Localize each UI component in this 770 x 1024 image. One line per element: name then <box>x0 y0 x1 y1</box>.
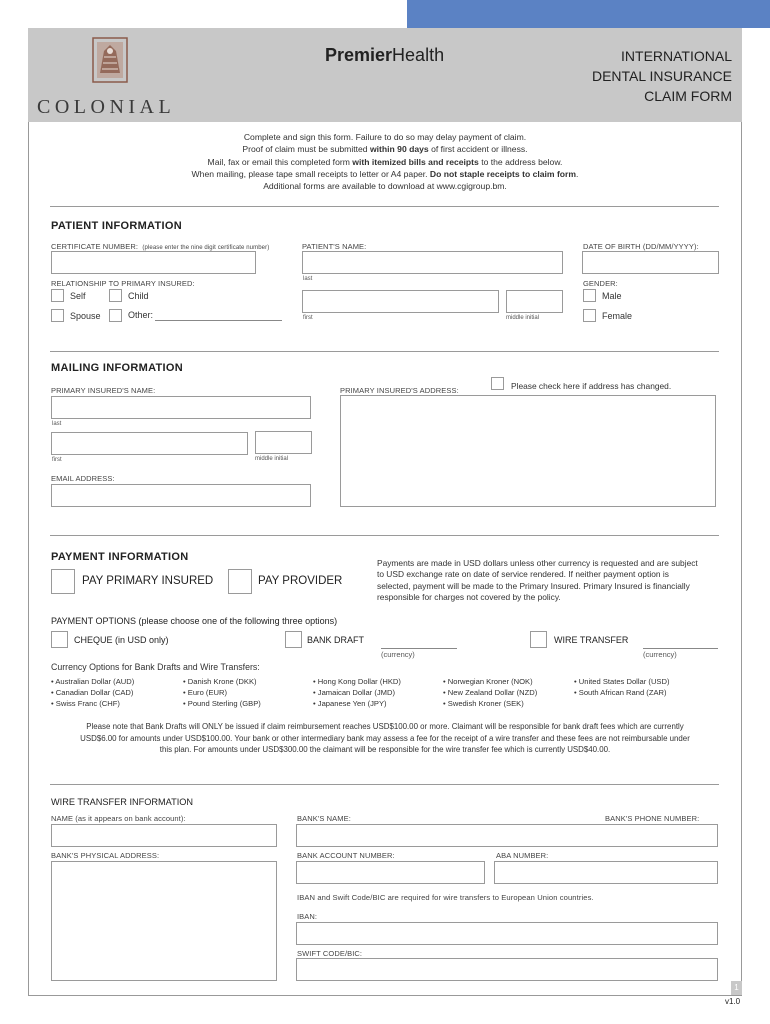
cheque-label: CHEQUE (in USD only) <box>74 635 169 645</box>
colonial-emblem-icon <box>92 37 128 83</box>
insured-address-label: PRIMARY INSURED'S ADDRESS: <box>340 386 459 395</box>
dob-label: DATE OF BIRTH (DD/MM/YYYY): <box>583 242 699 251</box>
intro-line-4b: Do not staple receipts to claim form <box>429 168 577 179</box>
iban-label: IBAN: <box>297 912 318 921</box>
relationship-child-label: Child <box>128 291 149 301</box>
account-number-input[interactable] <box>296 861 485 884</box>
bank-address-input[interactable] <box>51 861 277 981</box>
relationship-other-line[interactable] <box>155 320 282 321</box>
intro-line-4c: . <box>576 168 579 179</box>
wire-transfer-label: WIRE TRANSFER <box>554 635 629 645</box>
patient-name-label: PATIENT'S NAME: <box>302 242 367 251</box>
divider-2 <box>50 351 719 352</box>
intro-line-4 <box>28 168 742 180</box>
account-number-label: BANK ACCOUNT NUMBER: <box>297 851 395 860</box>
address-changed-checkbox[interactable] <box>491 377 504 390</box>
relationship-label: RELATIONSHIP TO PRIMARY INSURED: <box>51 279 195 288</box>
iban-note: IBAN and Swift Code/BIC are required for wire transfers to European Union countries. <box>297 893 594 902</box>
bank-address-label: BANK'S PHYSICAL ADDRESS: <box>51 851 160 860</box>
payment-note <box>377 558 698 604</box>
intro-line-2a: Proof of claim must be submitted <box>242 144 370 155</box>
intro-line-2b: within 90 days <box>369 144 429 155</box>
currency-gbp: • Pound Sterling (GBP) <box>183 699 261 708</box>
brand-name <box>325 45 444 66</box>
pay-primary-insured-checkbox[interactable] <box>51 569 75 594</box>
colonial-logo <box>92 37 128 83</box>
currency-column-4 <box>443 676 537 709</box>
bank-name-input[interactable] <box>296 824 718 847</box>
fee-note <box>40 721 730 756</box>
aba-number-input[interactable] <box>494 861 718 884</box>
relationship-spouse-label: Spouse <box>70 311 101 321</box>
relationship-child-checkbox[interactable] <box>109 289 122 302</box>
intro-line-3a: Mail, fax or email this completed form <box>207 156 353 167</box>
insured-middle-caption: middle initial <box>255 456 289 462</box>
insured-middle-initial-input[interactable] <box>255 431 312 454</box>
insured-first-caption: first <box>52 457 62 463</box>
fee-note-line-3: this plan. For amounts under USD$300.00 the claimant will be responsible for the wire transfer fee which is currently USD$40.00. <box>159 745 611 755</box>
intro-line-1: Complete and sign this form. Failure to do so may delay payment of claim. <box>243 132 527 142</box>
gender-female-checkbox[interactable] <box>583 309 596 322</box>
form-title-line-2: DENTAL INSURANCE <box>591 68 732 84</box>
currency-options-heading: Currency Options for Bank Drafts and Wire Transfers: <box>51 662 260 672</box>
intro-line-2c: of first accident or illness. <box>428 144 528 155</box>
currency-column-1 <box>51 676 134 709</box>
payment-note-line-1: Payments are made in USD dollars unless other currency is requested and are subject <box>377 558 698 568</box>
cheque-checkbox[interactable] <box>51 631 68 648</box>
patient-heading: PATIENT INFORMATION <box>51 220 182 232</box>
currency-column-3 <box>313 676 401 709</box>
intro-line-2 <box>28 143 742 155</box>
currency-usd: • United States Dollar (USD) <box>574 677 670 686</box>
intro-line-5: Additional forms are available to download at www.cgigroup.bm. <box>263 181 507 192</box>
currency-jmd: • Jamaican Dollar (JMD) <box>313 688 395 697</box>
divider-1 <box>50 206 719 207</box>
certificate-hint: (please enter the nine digit certificate number) <box>142 245 270 251</box>
pay-provider-label: PAY PROVIDER <box>258 575 343 587</box>
address-changed-label: Please check here if address has changed. <box>511 381 672 391</box>
pay-provider-checkbox[interactable] <box>228 569 252 594</box>
intro-line-3 <box>28 156 742 168</box>
fee-note-line-1: Please note that Bank Drafts will ONLY be issued if claim reimbursement reaches USD$100.00 or more. Claimant will be responsible for bank draft fees which are currently <box>86 722 684 731</box>
wire-heading: WIRE TRANSFER INFORMATION <box>51 797 194 807</box>
bank-draft-label: BANK DRAFT <box>307 635 365 645</box>
divider-3 <box>50 535 719 536</box>
certificate-number-input[interactable] <box>51 251 256 274</box>
wire-transfer-currency-line[interactable] <box>643 648 718 649</box>
relationship-self-label: Self <box>70 291 86 301</box>
aba-number-label: ABA NUMBER: <box>496 851 549 860</box>
wire-transfer-checkbox[interactable] <box>530 631 547 648</box>
intro-line-4a: When mailing, please tape small receipts to letter or A4 paper. <box>191 168 430 179</box>
certificate-label-text: CERTIFICATE NUMBER: <box>51 242 139 251</box>
divider-4 <box>50 784 719 785</box>
insured-last-name-input[interactable] <box>51 396 311 419</box>
relationship-other-checkbox[interactable] <box>109 309 122 322</box>
insured-address-input[interactable] <box>340 395 716 507</box>
bank-draft-currency-caption: (currency) <box>381 650 415 659</box>
patient-last-caption: last <box>303 276 313 282</box>
insured-name-label: PRIMARY INSURED'S NAME: <box>51 386 156 395</box>
version-label: v1.0 <box>725 997 741 1006</box>
account-name-input[interactable] <box>51 824 277 847</box>
gender-female-label: Female <box>602 311 633 321</box>
form-title-line-1: INTERNATIONAL <box>621 48 732 64</box>
swift-label: SWIFT CODE/BIC: <box>297 949 363 958</box>
bank-name-label: BANK'S NAME: <box>297 814 351 823</box>
bank-phone-label: BANK'S PHONE NUMBER: <box>605 814 700 823</box>
payment-note-line-4: responsible for charges not covered by the policy. <box>377 592 561 603</box>
currency-nok: • Norwegian Kroner (NOK) <box>443 677 533 686</box>
insured-last-caption: last <box>52 421 62 427</box>
header-accent-bar <box>407 0 770 28</box>
bank-draft-currency-line[interactable] <box>381 648 457 649</box>
patient-first-caption: first <box>303 315 313 321</box>
currency-column-2 <box>183 676 261 709</box>
intro-line-3b: with itemized bills and receipts <box>352 156 479 167</box>
currency-nzd: • New Zealand Dollar (NZD) <box>443 688 538 697</box>
mailing-heading: MAILING INFORMATION <box>51 362 183 374</box>
brand-name-light: Health <box>392 45 445 65</box>
relationship-spouse-checkbox[interactable] <box>51 309 64 322</box>
form-title-line-3: CLAIM FORM <box>644 88 732 104</box>
gender-male-checkbox[interactable] <box>583 289 596 302</box>
account-name-label: NAME (as it appears on bank account): <box>51 814 186 823</box>
patient-middle-initial-input[interactable] <box>506 290 563 313</box>
bank-draft-checkbox[interactable] <box>285 631 302 648</box>
currency-aud: • Australian Dollar (AUD) <box>51 677 135 686</box>
patient-middle-caption: middle initial <box>506 315 540 321</box>
brand-name-bold: Premier <box>325 45 393 65</box>
currency-hkd: • Hong Kong Dollar (HKD) <box>313 677 401 686</box>
currency-cad: • Canadian Dollar (CAD) <box>51 688 134 697</box>
payment-note-line-3: selected, payment will be made to the Primary Insured. Primary Insured is financially <box>377 580 690 591</box>
relationship-other-label: Other: <box>128 310 154 320</box>
currency-jpy: • Japanese Yen (JPY) <box>313 699 387 708</box>
payment-heading: PAYMENT INFORMATION <box>51 551 189 563</box>
page-number-tab: 1 <box>731 981 742 995</box>
patient-last-name-input[interactable] <box>302 251 563 274</box>
iban-input[interactable] <box>296 922 718 945</box>
currency-dkk: • Danish Krone (DKK) <box>183 677 257 686</box>
insured-first-name-input[interactable] <box>51 432 248 455</box>
fee-note-line-2: USD$6.00 for amounts under USD$100.00. Your bank or other intermediary bank may assess a fee for the receipt of a wire transfer and these fees are not reimbursable under <box>80 733 690 743</box>
swift-input[interactable] <box>296 958 718 981</box>
gender-label: GENDER: <box>583 279 618 288</box>
payment-options-heading: PAYMENT OPTIONS (please choose one of the following three options) <box>51 616 338 626</box>
currency-chf: • Swiss Franc (CHF) <box>51 699 120 708</box>
pay-primary-insured-label: PAY PRIMARY INSURED <box>82 575 214 587</box>
currency-sek: • Swedish Kroner (SEK) <box>443 699 524 708</box>
wire-transfer-currency-caption: (currency) <box>643 650 677 659</box>
payment-note-line-2: to USD exchange rate on date of service rendered. If neither payment option is <box>377 569 669 580</box>
relationship-self-checkbox[interactable] <box>51 289 64 302</box>
gender-male-label: Male <box>602 291 622 301</box>
patient-first-name-input[interactable] <box>302 290 499 313</box>
colonial-wordmark: COLONIAL <box>37 96 176 118</box>
intro-text <box>28 131 742 192</box>
form-title <box>592 46 732 106</box>
dob-input[interactable] <box>582 251 719 274</box>
email-label: EMAIL ADDRESS: <box>51 474 115 483</box>
email-input[interactable] <box>51 484 311 507</box>
currency-zar: • South African Rand (ZAR) <box>574 688 667 697</box>
currency-eur: • Euro (EUR) <box>183 688 228 697</box>
intro-line-3c: to the address below. <box>478 156 563 167</box>
certificate-label <box>51 242 269 251</box>
currency-column-5 <box>574 676 670 698</box>
